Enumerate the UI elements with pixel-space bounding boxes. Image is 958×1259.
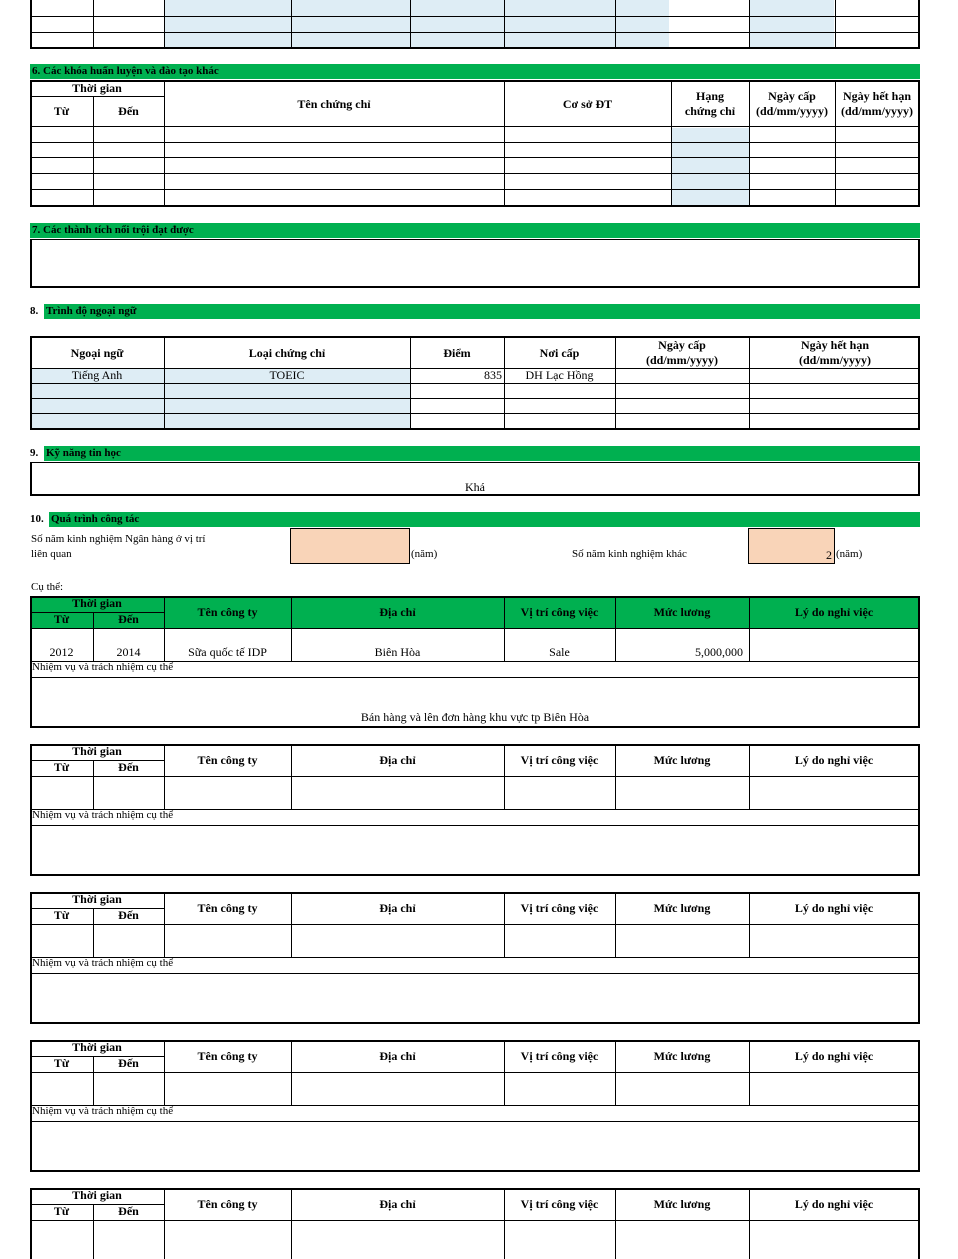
bank-exp-label-1: Số năm kinh nghiệm Ngân hàng ở vị trí (31, 533, 206, 545)
bank-exp-unit: (năm) (411, 548, 438, 560)
job5-col-to: Đến (118, 1204, 139, 1218)
job2-col-address: Địa chỉ (379, 753, 416, 767)
job1-col-time: Thời gian (72, 596, 122, 610)
other-exp-input[interactable] (748, 528, 835, 564)
it-skills-value: Khá (465, 480, 485, 494)
job3-col-to: Đến (118, 908, 139, 922)
other-exp-unit: (năm) (836, 548, 863, 560)
job1-col-position: Vị trí công việc (520, 605, 599, 619)
section10-bar (49, 512, 920, 527)
job3-col-reason: Lý do nghỉ việc (794, 901, 874, 915)
section8-num: 8. (30, 305, 39, 317)
job3-col-salary: Mức lương (653, 901, 711, 915)
job4-col-position: Vị trí công việc (520, 1049, 599, 1063)
job1-col-salary: Mức lương (653, 605, 711, 619)
job4-duty-label: Nhiệm vụ và trách nhiệm cụ thể (32, 1105, 174, 1117)
section9-num: 9. (30, 447, 39, 459)
job2-col-salary: Mức lương (653, 753, 711, 767)
job1-col-from: Từ (53, 612, 70, 626)
job3-col-from: Từ (53, 908, 70, 922)
s6-col-issue: Ngày cấp (dd/mm/yyyy) (756, 89, 828, 118)
job5-col-salary: Mức lương (653, 1197, 711, 1211)
job5-col-position: Vị trí công việc (520, 1197, 599, 1211)
job2-col-reason: Lý do nghỉ việc (794, 753, 874, 767)
section7-title: 7. Các thành tích nổi trội đạt được (32, 224, 194, 236)
s8-col-place: Nơi cấp (539, 346, 580, 360)
section10-num: 10. (30, 513, 44, 525)
section9-title: Kỹ năng tin học (46, 447, 121, 459)
job3-col-address: Địa chỉ (379, 901, 416, 915)
s6-col-institution: Cơ sở ĐT (562, 97, 613, 111)
bank-exp-input[interactable] (290, 528, 410, 564)
job1-col-address: Địa chỉ (379, 605, 416, 619)
job5-col-from: Từ (53, 1204, 70, 1218)
job2-col-company: Tên công ty (197, 753, 258, 767)
job3-col-position: Vị trí công việc (520, 901, 599, 915)
s8-col-issue: Ngày cấp (dd/mm/yyyy) (646, 338, 718, 367)
job1-col-reason: Lý do nghỉ việc (794, 605, 874, 619)
s6-col-cert-name: Tên chứng chỉ (297, 97, 371, 111)
achievements-box[interactable] (30, 239, 920, 288)
job1-col-to: Đến (118, 612, 139, 626)
other-exp-label: Số năm kinh nghiệm khác (572, 548, 687, 560)
job1-salary: 5,000,000 (695, 645, 743, 659)
s6-col-to: Đến (118, 104, 139, 118)
s8-row-lang: Tiếng Anh (71, 368, 123, 382)
job3-col-time: Thời gian (72, 892, 122, 906)
s8-col-expire: Ngày hết hạn (dd/mm/yyyy) (799, 338, 871, 367)
s8-row-place: DH Lạc Hồng (525, 368, 594, 382)
job1-col-company: Tên công ty (197, 605, 258, 619)
job1-from: 2012 (49, 645, 74, 659)
job4-col-from: Từ (53, 1056, 70, 1070)
s8-col-lang: Ngoại ngữ (70, 346, 124, 360)
section8-title: Trình độ ngoại ngữ (46, 305, 137, 317)
section9-bar (44, 446, 920, 461)
job2-col-to: Đến (118, 760, 139, 774)
job4-col-address: Địa chỉ (379, 1049, 416, 1063)
job2-col-position: Vị trí công việc (520, 753, 599, 767)
section6-title: 6. Các khóa huấn luyện và đào tạo khác (32, 65, 219, 77)
section10-title: Quá trình công tác (51, 513, 140, 525)
job5-col-reason: Lý do nghỉ việc (794, 1197, 874, 1211)
detail-label: Cụ thể: (31, 581, 64, 593)
job3-duty-label: Nhiệm vụ và trách nhiệm cụ thể (32, 957, 174, 969)
job4-col-time: Thời gian (72, 1040, 122, 1054)
s6-col-time: Thời gian (72, 81, 122, 95)
job3-col-company: Tên công ty (197, 901, 258, 915)
job5-col-address: Địa chỉ (379, 1197, 416, 1211)
job2-col-time: Thời gian (72, 744, 122, 758)
it-skills-box[interactable] (30, 462, 920, 496)
s6-col-expire: Ngày hết hạn (dd/mm/yyyy) (841, 89, 913, 118)
s8-row-cert: TOEIC (269, 368, 305, 382)
s8-col-cert: Loại chứng chỉ (248, 346, 326, 360)
job5-col-company: Tên công ty (197, 1197, 258, 1211)
job4-col-salary: Mức lương (653, 1049, 711, 1063)
job1-position: Sale (549, 645, 570, 659)
job1-duty: Bán hàng và lên đơn hàng khu vực tp Biên Hòa (360, 710, 590, 724)
job4-col-to: Đến (118, 1056, 139, 1070)
bank-exp-label-2: liên quan (31, 548, 72, 560)
section8-bar (44, 304, 920, 319)
s8-row-score: 835 (484, 368, 502, 382)
job2-col-from: Từ (53, 760, 70, 774)
job1-company: Sữa quốc tế IDP (188, 645, 267, 659)
job5-col-time: Thời gian (72, 1188, 122, 1202)
s8-col-score: Điểm (443, 346, 471, 360)
other-exp-value: 2 (826, 548, 832, 562)
job2-duty-label: Nhiệm vụ và trách nhiệm cụ thể (32, 809, 174, 821)
job1-to: 2014 (116, 645, 141, 659)
job1-address: Biên Hòa (374, 645, 421, 659)
job1-duty-label: Nhiệm vụ và trách nhiệm cụ thể (32, 661, 174, 673)
job4-col-reason: Lý do nghỉ việc (794, 1049, 874, 1063)
s6-col-from: Từ (53, 104, 70, 118)
job4-col-company: Tên công ty (197, 1049, 258, 1063)
s6-col-rank: Hạng chứng chỉ (684, 89, 736, 118)
